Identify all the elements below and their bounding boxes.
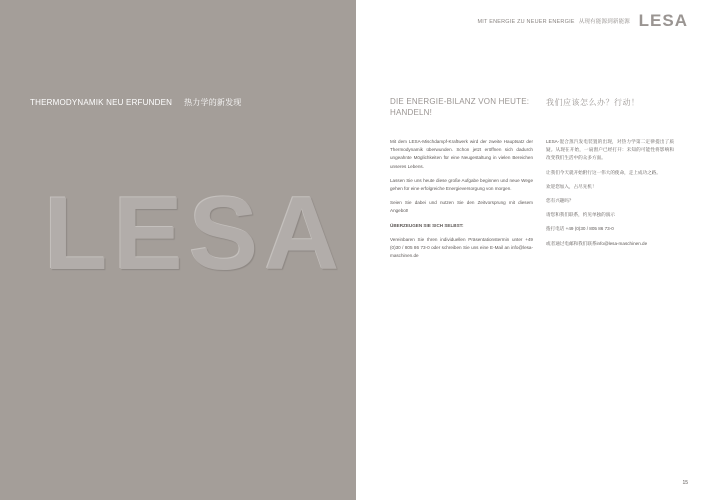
- heading-de: THERMODYNAMIK NEU ERFUNDEN: [30, 98, 173, 107]
- german-callout: ÜBERZEUGEN SIE SICH SELBST:: [390, 222, 464, 228]
- right-page: [356, 0, 708, 500]
- chinese-paragraph: 让我们今天就开始附行这一伟大的使命，走上成功之路。: [546, 169, 661, 175]
- chinese-paragraph: 请您和我们联系，约见单独的演示: [546, 212, 615, 218]
- chinese-paragraph: 欢迎您加入，占尽先机！: [546, 183, 597, 189]
- page-number: 15: [682, 480, 688, 486]
- chinese-body: [546, 138, 674, 254]
- german-paragraph: Mit dem LESA-Mischdampf-Kraftwerk wird der zweite Hauptsatz der Thermodynamik überwunden. Schon jetzt eröffnen sich dadurch ungeahnte Möglichkeiten für eine Neugestaltung in vielen Bereichen unseres Lebens.: [390, 139, 533, 169]
- tagline-cn: 从现有能源到新能源: [578, 19, 630, 25]
- german-title: DIE ENERGIE-BILANZ VON HEUTE: HANDELN!: [390, 97, 530, 117]
- chinese-phone-line: 拨打电话 +49 (0)30 / 805 86 73-0: [546, 226, 614, 232]
- header-tagline: [478, 17, 631, 25]
- header-logo: LESA: [638, 11, 688, 30]
- german-contact-paragraph: Vereinbaren Sie Ihren individuellen Präsentationstermin unter +49 (0)30 / 805 86 73-0 oder schreiben Sie uns eine E-Mail an info@lesa-maschinen.de: [390, 236, 533, 259]
- german-paragraph: Lassen Sie uns heute diese große Aufgabe beginnen und neue Wege gehen für eine erfolgreiche Energieversorgung von morgen.: [390, 177, 533, 192]
- heading-cn: 热力学的新发现: [184, 98, 242, 107]
- chinese-email-line: 或者通过电邮和我们联系info@lesa-maschinen.de: [546, 240, 648, 246]
- chinese-paragraph: 您有兴趣吗？: [546, 198, 574, 204]
- left-heading: [30, 97, 242, 108]
- chinese-paragraph: LESA-混合蒸汽发电装置的出现，对热力学第二定律提出了质疑。从现在开始，一扇窗户已经打开：未知的可能性将影响和改变我们生活中的众多方面。: [546, 139, 674, 161]
- tagline-de: MIT ENERGIE ZU NEUER ENERGIE: [477, 19, 575, 25]
- embossed-logo: LESA: [44, 176, 346, 292]
- german-paragraph: Seien Sie dabei und nutzen Sie den Zeitvorsprung mit diesem Angebot!: [390, 200, 533, 214]
- chinese-title: 我们应该怎么办？行动！: [546, 98, 640, 107]
- german-body: [390, 138, 533, 266]
